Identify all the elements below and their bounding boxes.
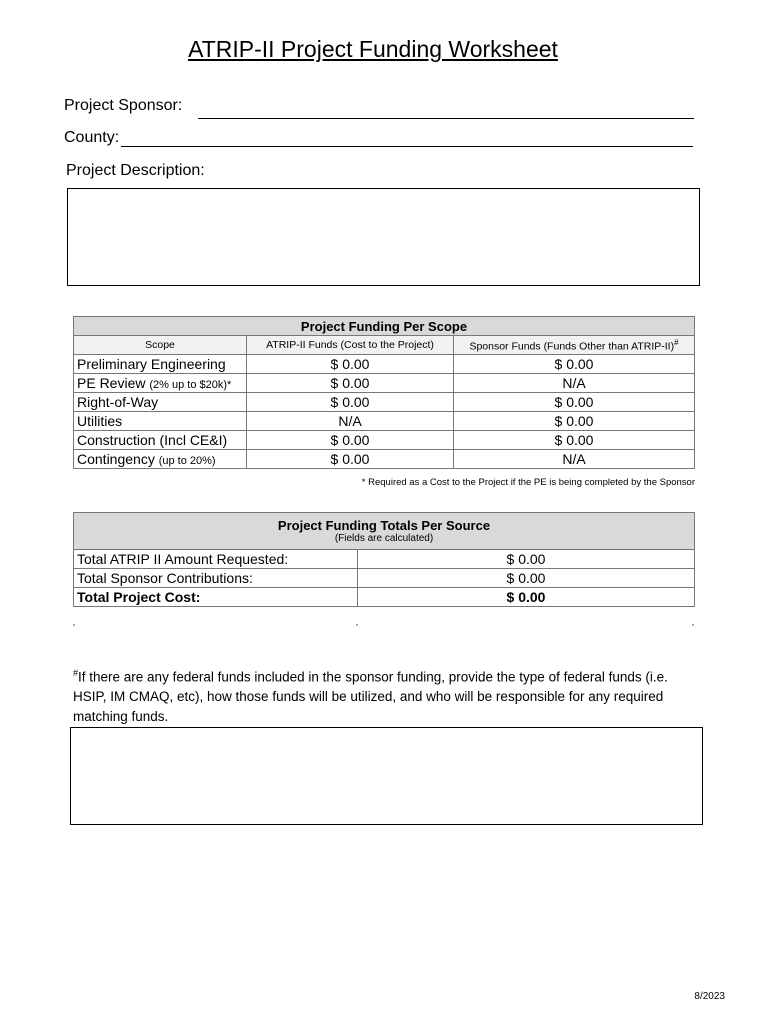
- atrip-funds-field[interactable]: $ 0.00: [247, 431, 454, 450]
- federal-note-mark: #: [73, 668, 79, 678]
- total-sponsor-label: Total Sponsor Contributions:: [74, 569, 358, 588]
- atrip-funds-field[interactable]: $ 0.00: [247, 393, 454, 412]
- table-row: [74, 550, 695, 569]
- county-field[interactable]: [121, 146, 693, 147]
- table-row: [74, 355, 695, 374]
- totals-subcaption-text: (Fields are calculated): [334, 533, 434, 544]
- scope-header: Scope: [74, 336, 247, 355]
- sponsor-funds-header: [454, 336, 695, 355]
- atrip-funds-header: ATRIP-II Funds (Cost to the Project): [247, 336, 454, 355]
- revision-date: 8/2023: [694, 991, 725, 1002]
- total-atrip-value: $ 0.00: [358, 550, 695, 569]
- sponsor-funds-value: N/A: [454, 450, 695, 469]
- tick-mark: [692, 624, 694, 626]
- scope-name: [74, 374, 247, 393]
- scope-name-text: Utilities: [77, 413, 123, 429]
- atrip-funds-field[interactable]: $ 0.00: [247, 355, 454, 374]
- atrip-funds-field[interactable]: $ 0.00: [247, 450, 454, 469]
- sponsor-funds-field[interactable]: $ 0.00: [454, 393, 695, 412]
- atrip-funds-value: N/A: [247, 412, 454, 431]
- scope-table-caption: Project Funding Per Scope: [74, 317, 695, 336]
- project-description-label: Project Description:: [66, 162, 205, 179]
- funding-per-scope-table: [73, 316, 695, 469]
- scope-name: [74, 431, 247, 450]
- total-sponsor-value: $ 0.00: [358, 569, 695, 588]
- scope-name: [74, 450, 247, 469]
- table-row: [74, 374, 695, 393]
- sponsor-funds-header-mark: #: [674, 337, 679, 347]
- scope-name-text: Construction (Incl CE&I): [77, 432, 228, 448]
- funding-totals-table: [73, 512, 695, 607]
- federal-funds-description-field[interactable]: [70, 727, 703, 825]
- total-atrip-label: Total ATRIP II Amount Requested:: [74, 550, 358, 569]
- sponsor-funds-field[interactable]: $ 0.00: [454, 412, 695, 431]
- sponsor-funds-value: N/A: [454, 374, 695, 393]
- table-row: [74, 431, 695, 450]
- federal-note-text: If there are any federal funds included in the sponsor funding, provide the type of federal funds (i.e. HSIP, IM CMAQ, etc), how those funds will be utilized, and who will be responsible for any required matching funds.: [73, 669, 668, 724]
- sponsor-funds-field[interactable]: $ 0.00: [454, 355, 695, 374]
- totals-table-caption: [74, 513, 695, 550]
- scope-name: [74, 355, 247, 374]
- table-row: [74, 569, 695, 588]
- totals-caption-text: Project Funding Totals Per Source: [277, 518, 491, 533]
- total-project-cost-value: $ 0.00: [358, 588, 695, 607]
- table-row: [74, 412, 695, 431]
- project-description-field[interactable]: [67, 188, 700, 286]
- sponsor-funds-header-text: Sponsor Funds (Funds Other than ATRIP-II): [469, 340, 675, 353]
- scope-note: (up to 20%): [158, 455, 216, 467]
- scope-name-text: Preliminary Engineering: [77, 356, 226, 372]
- project-sponsor-label: Project Sponsor:: [64, 97, 183, 114]
- table-row: [74, 393, 695, 412]
- tick-mark: [356, 624, 358, 626]
- project-sponsor-field[interactable]: [198, 118, 694, 119]
- pe-footnote: * Required as a Cost to the Project if the PE is being completed by the Sponsor: [361, 477, 695, 488]
- scope-name: [74, 412, 247, 431]
- scope-name: [74, 393, 247, 412]
- scope-note: (2% up to $20k)*: [149, 379, 232, 391]
- total-project-cost-label: Total Project Cost:: [74, 588, 358, 607]
- table-row: [74, 450, 695, 469]
- county-label: County:: [64, 129, 120, 146]
- scope-name-text: Contingency: [77, 451, 155, 467]
- sponsor-funds-field[interactable]: $ 0.00: [454, 431, 695, 450]
- federal-funds-note: [73, 664, 673, 726]
- scope-name-text: PE Review: [77, 375, 146, 391]
- tick-mark: [73, 624, 75, 626]
- page-title: ATRIP-II Project Funding Worksheet: [188, 36, 558, 62]
- scope-name-text: Right-of-Way: [77, 394, 159, 410]
- atrip-funds-field[interactable]: $ 0.00: [247, 374, 454, 393]
- table-row: [74, 588, 695, 607]
